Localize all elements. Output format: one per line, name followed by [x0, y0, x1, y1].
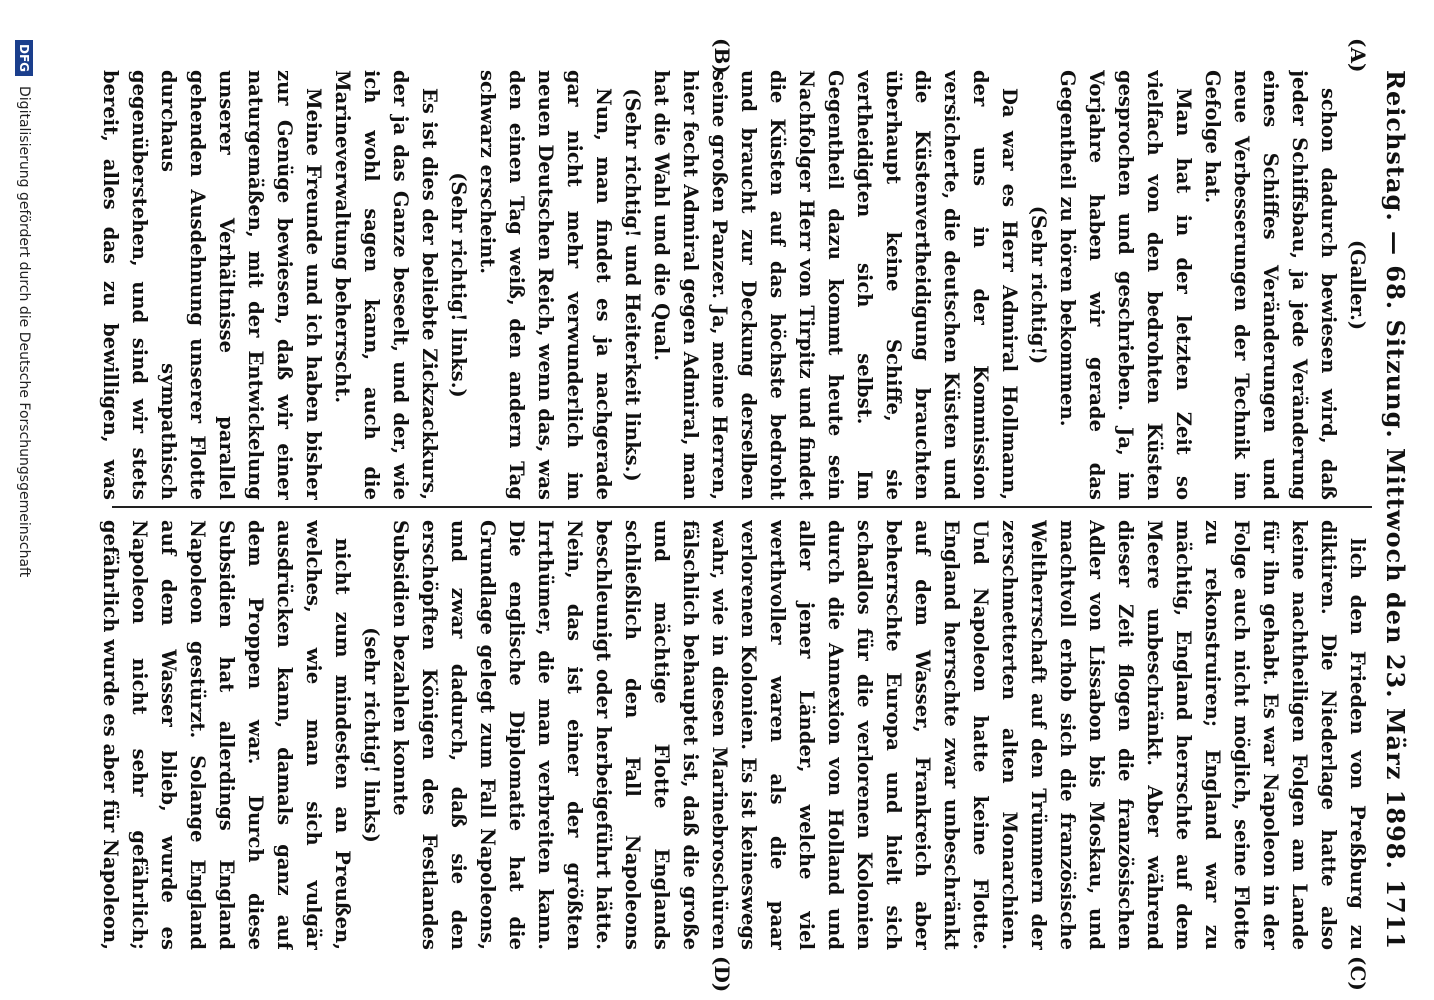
paragraph: Nun, man findet es ja nachgerade gar nicht mehr verwunderlich im neuen Deutschen Reich, wenn das, was den einen Tag weiß, den andern Tag schwarz erscheint. — [476, 70, 615, 500]
paragraph: nicht zum mindesten an Preußen, welches, wie man sich vulgär ausdrücken kann, damals ganz auf dem Proppen war. Durch diese Subsidien hat allerdings England Napoleon gestürzt. Solange England auf dem Wasser blieb, wurde es Napoleon nicht sehr gefährlich; gefährlich wurde es aber für Napoleon, — [99, 520, 354, 950]
page-footer — [9, 40, 39, 980]
paragraph: Meine Freunde und ich haben bisher zur Genüge bewiesen, daß wir einer naturgemäßen, mit der Entwickelung unserer Verhältnisse parallel gehenden Ausdehnung unserer Flotte durchaus sympathisch gegenüberstehen, und sind wir stets bereit, alles das zu bewilligen, was — [99, 70, 325, 500]
margin-marker-d: (D) — [710, 956, 734, 993]
paragraph: Man hat in der letzten Zeit so vielfach von den bedrohten Küsten gesprochen und geschrieben. Ja, im Vorjahre haben wir gerade das Gegentheil zu hören bekommen. — [1056, 70, 1195, 500]
interjection: (Galler.) — [1346, 239, 1369, 331]
margin-marker-b: (B) — [710, 38, 734, 74]
interjection: (Sehr richtig! links.) — [447, 172, 470, 398]
paragraph: lich den Frieden von Preßburg zu diktiren. Die Niederlage hatte also keine nachtheiligen Folgen am Lande für ihn gehabt. Es war Napoleon in der Folge auch nicht möglich, seine Flotte zu rekonstruiren; England war zu mächtig, England herrschte auf dem Meere unbeschränkt. Aber während dieser Zeit flogen die französischen Adler von Lissabon bis Moskau, und machtvoll erhob sich die französische Weltherrschaft auf den Trümmern der zerschmetterten alten Monarchien. Und Napoleon hatte keine Flotte. England herrschte zwar unbeschränkt auf dem Wasser, Frankreich aber beherrschte Europa und hielt sich schadlos für die verlorenen Kolonien durch die Annexion von Holland und aller jener Länder, welche viel werthvoller waren als die paar verlorenen Kolonien. Es ist keineswegs wahr, wie in diesen Marinebroschüren fälschlich behauptet ist, daß die große und mächtige Flotte Englands schließlich den Fall Napoleons beschleunigt oder herbeigeführt hätte. Nein, das ist einer der größten Irrthümer, die man verbreiten kann. Die englische Diplomatie hat die Grundlage gelegt zum Fall Napoleons, und zwar dadurch, daß sie den erschöpften Königen des Festlandes Subsidien bezahlen konnte — [389, 520, 1369, 950]
page-number: 1711 — [1381, 879, 1411, 950]
left-column — [92, 70, 1372, 500]
header-date: Mittwoch den 23. März 1898. — [1381, 448, 1411, 870]
interjection: (Sehr richtig!) — [1027, 205, 1050, 365]
interjection: (sehr richtig! links) — [360, 627, 383, 843]
page-header — [1376, 70, 1416, 950]
paragraph: Es ist dies der beliebte Zickzackkurs, der ja das Ganze beseelt, und der, wie ich wohl sagen kann, auch die Marineverwaltung beherrscht. — [331, 70, 441, 500]
margin-marker-a: (A) — [1346, 38, 1370, 73]
digitization-credit: Digitalisierung gefördert durch die Deutsche Forschungsgemeinschaft — [16, 86, 32, 578]
right-column — [92, 520, 1372, 950]
dfg-logo: DFG — [15, 40, 33, 76]
paragraph: Da war es Herr Admiral Hollmann, der uns in der Kommission versicherte, die deutschen Küsten und die Küstenvertheidigung brauchten überhaupt keine Schiffe, sie vertheidigten sich selbst. Im Gegentheil dazu kommt heute sein Nachfolger Herr von Tirpitz und findet die Küsten auf das höchste bedroht und braucht zur Deckung derselben seine großen Panzer. Ja, meine Herren, hier fecht Admiral gegen Admiral, man hat die Wahl und die Qual. — [650, 70, 1021, 500]
paragraph: schon dadurch bewiesen wird, daß jeder Schiffsbau, ja jede Veränderung eines Schiffes Veränderungen und neue Verbesserungen der Technik im Gefolge hat. — [1201, 70, 1340, 500]
column-divider — [112, 506, 1372, 508]
header-left: Reichstag. — 68. Sitzung. — [1381, 70, 1411, 439]
interjection: (Sehr richtig! und Heiterkeit links.) — [621, 88, 644, 482]
margin-marker-c: (C) — [1346, 956, 1370, 991]
